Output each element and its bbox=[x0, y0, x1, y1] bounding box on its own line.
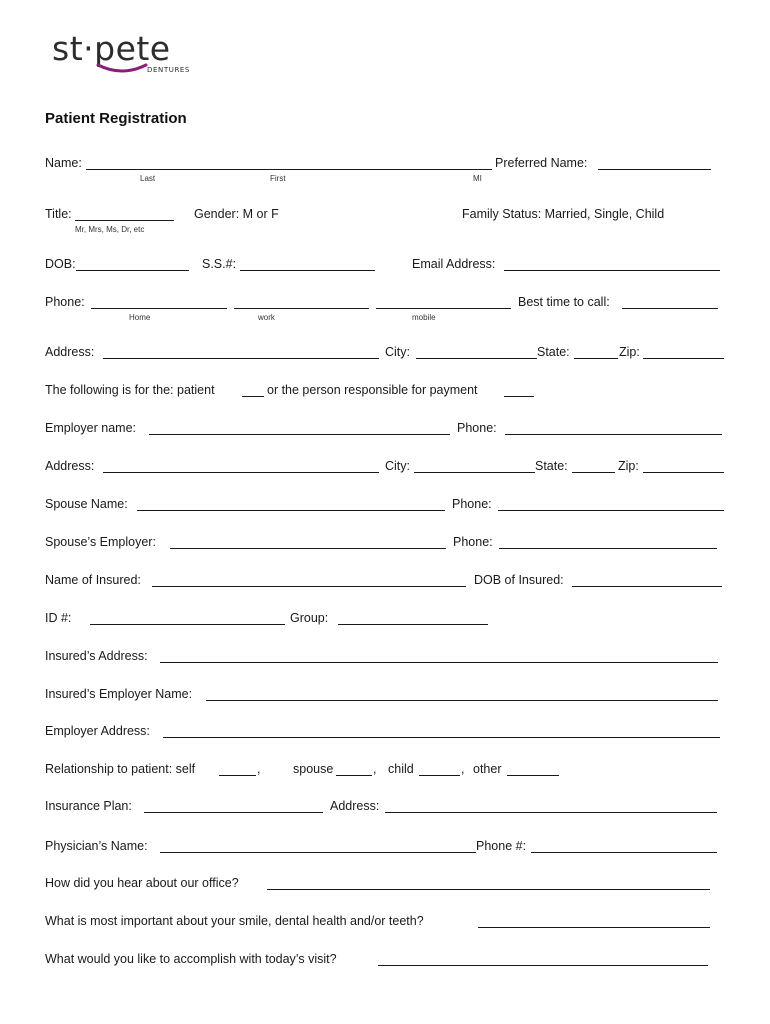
spouse-employer-phone-field[interactable] bbox=[499, 548, 717, 549]
employer-address2-field[interactable] bbox=[163, 737, 720, 738]
following-label-b: or the person responsible for payment bbox=[267, 383, 478, 397]
insured-address-field[interactable] bbox=[160, 662, 718, 663]
insurance-plan-field[interactable] bbox=[144, 812, 323, 813]
address-label: Address: bbox=[45, 345, 95, 359]
other-field[interactable] bbox=[507, 775, 559, 776]
employer-phone-label: Phone: bbox=[457, 421, 497, 435]
relationship-comma-1: , bbox=[257, 762, 261, 776]
preferred-name-field[interactable] bbox=[598, 169, 711, 170]
employer-field[interactable] bbox=[149, 434, 450, 435]
page-title: Patient Registration bbox=[45, 110, 187, 127]
logo-brand: st·pete bbox=[52, 29, 171, 68]
child-field[interactable] bbox=[419, 775, 460, 776]
patient-check-field[interactable] bbox=[242, 396, 264, 397]
employer-city-field[interactable] bbox=[414, 472, 535, 473]
ss-label: S.S.#: bbox=[202, 257, 237, 271]
name-field[interactable] bbox=[86, 169, 492, 170]
hear-about-field[interactable] bbox=[267, 889, 710, 890]
zip-field[interactable] bbox=[643, 358, 724, 359]
employer-state-field[interactable] bbox=[572, 472, 615, 473]
smile-icon bbox=[96, 62, 148, 76]
work-hint: work bbox=[258, 313, 275, 322]
state-label: State: bbox=[537, 345, 570, 359]
accomplish-field[interactable] bbox=[378, 965, 708, 966]
logo-sub: DENTURES bbox=[147, 66, 190, 74]
mi-hint: MI bbox=[473, 174, 482, 183]
insurance-plan-label: Insurance Plan: bbox=[45, 799, 132, 813]
plan-address-label: Address: bbox=[330, 799, 380, 813]
plan-address-field[interactable] bbox=[385, 812, 717, 813]
title-field[interactable] bbox=[75, 220, 174, 221]
best-time-label: Best time to call: bbox=[518, 295, 610, 309]
employer-label: Employer name: bbox=[45, 421, 137, 435]
spouse-employer-field[interactable] bbox=[170, 548, 446, 549]
physician-name-field[interactable] bbox=[160, 852, 476, 853]
id-field[interactable] bbox=[90, 624, 285, 625]
spouse-name-label: Spouse Name: bbox=[45, 497, 128, 511]
insured-employer-field[interactable] bbox=[206, 700, 718, 701]
spouse-phone-field[interactable] bbox=[498, 510, 724, 511]
relationship-label: Relationship to patient: self bbox=[45, 762, 196, 776]
best-time-field[interactable] bbox=[622, 308, 718, 309]
phone-label: Phone: bbox=[45, 295, 85, 309]
responsible-check-field[interactable] bbox=[504, 396, 534, 397]
mobile-hint: mobile bbox=[412, 313, 436, 322]
address-field[interactable] bbox=[103, 358, 379, 359]
family-status-label: Family Status: Married, Single, Child bbox=[462, 207, 665, 221]
name-label: Name: bbox=[45, 156, 82, 170]
dob-field[interactable] bbox=[76, 270, 189, 271]
other-option-label: other bbox=[473, 762, 502, 776]
employer-city-label: City: bbox=[385, 459, 410, 473]
hear-about-label: How did you hear about our office? bbox=[45, 876, 239, 890]
phone-home-field[interactable] bbox=[91, 308, 227, 309]
employer-phone-field[interactable] bbox=[505, 434, 722, 435]
insured-name-label: Name of Insured: bbox=[45, 573, 141, 587]
employer-address-label: Address: bbox=[45, 459, 95, 473]
employer-zip-field[interactable] bbox=[643, 472, 724, 473]
child-option-label: child bbox=[388, 762, 414, 776]
email-field[interactable] bbox=[504, 270, 720, 271]
ss-field[interactable] bbox=[240, 270, 375, 271]
title-label: Title: bbox=[45, 207, 72, 221]
logo bbox=[52, 30, 222, 80]
preferred-name-label: Preferred Name: bbox=[495, 156, 588, 170]
city-label: City: bbox=[385, 345, 410, 359]
spouse-phone-label: Phone: bbox=[452, 497, 492, 511]
state-field[interactable] bbox=[574, 358, 618, 359]
phone-work-field[interactable] bbox=[234, 308, 369, 309]
most-important-label: What is most important about your smile, dental health and/or teeth? bbox=[45, 914, 424, 928]
employer-address-field[interactable] bbox=[103, 472, 379, 473]
gender-label: Gender: M or F bbox=[194, 207, 279, 221]
zip-label: Zip: bbox=[619, 345, 640, 359]
spouse-employer-label: Spouse’s Employer: bbox=[45, 535, 156, 549]
insured-employer-label: Insured’s Employer Name: bbox=[45, 687, 193, 701]
group-field[interactable] bbox=[338, 624, 488, 625]
spouse-name-field[interactable] bbox=[137, 510, 445, 511]
first-hint: First bbox=[270, 174, 286, 183]
home-hint: Home bbox=[129, 313, 151, 322]
accomplish-label: What would you like to accomplish with today’s visit? bbox=[45, 952, 337, 966]
group-label: Group: bbox=[290, 611, 329, 625]
city-field[interactable] bbox=[416, 358, 537, 359]
insured-address-label: Insured’s Address: bbox=[45, 649, 148, 663]
physician-phone-label: Phone #: bbox=[476, 839, 527, 853]
relationship-comma-2: , bbox=[373, 762, 377, 776]
phone-mobile-field[interactable] bbox=[376, 308, 511, 309]
employer-address2-label: Employer Address: bbox=[45, 724, 150, 738]
spouse-employer-phone-label: Phone: bbox=[453, 535, 493, 549]
id-label: ID #: bbox=[45, 611, 72, 625]
employer-zip-label: Zip: bbox=[618, 459, 639, 473]
spouse-option-label: spouse bbox=[293, 762, 334, 776]
physician-phone-field[interactable] bbox=[531, 852, 717, 853]
last-hint: Last bbox=[140, 174, 156, 183]
following-label-a: The following is for the: patient bbox=[45, 383, 215, 397]
dob-insured-field[interactable] bbox=[572, 586, 722, 587]
spouse-field[interactable] bbox=[336, 775, 372, 776]
dob-insured-label: DOB of Insured: bbox=[474, 573, 564, 587]
physician-name-label: Physician’s Name: bbox=[45, 839, 148, 853]
email-label: Email Address: bbox=[412, 257, 496, 271]
insured-name-field[interactable] bbox=[152, 586, 466, 587]
most-important-field[interactable] bbox=[478, 927, 710, 928]
employer-state-label: State: bbox=[535, 459, 568, 473]
dob-label: DOB: bbox=[45, 257, 76, 271]
self-field[interactable] bbox=[219, 775, 256, 776]
relationship-comma-3: , bbox=[461, 762, 465, 776]
title-hint: Mr, Mrs, Ms, Dr, etc bbox=[75, 225, 145, 234]
